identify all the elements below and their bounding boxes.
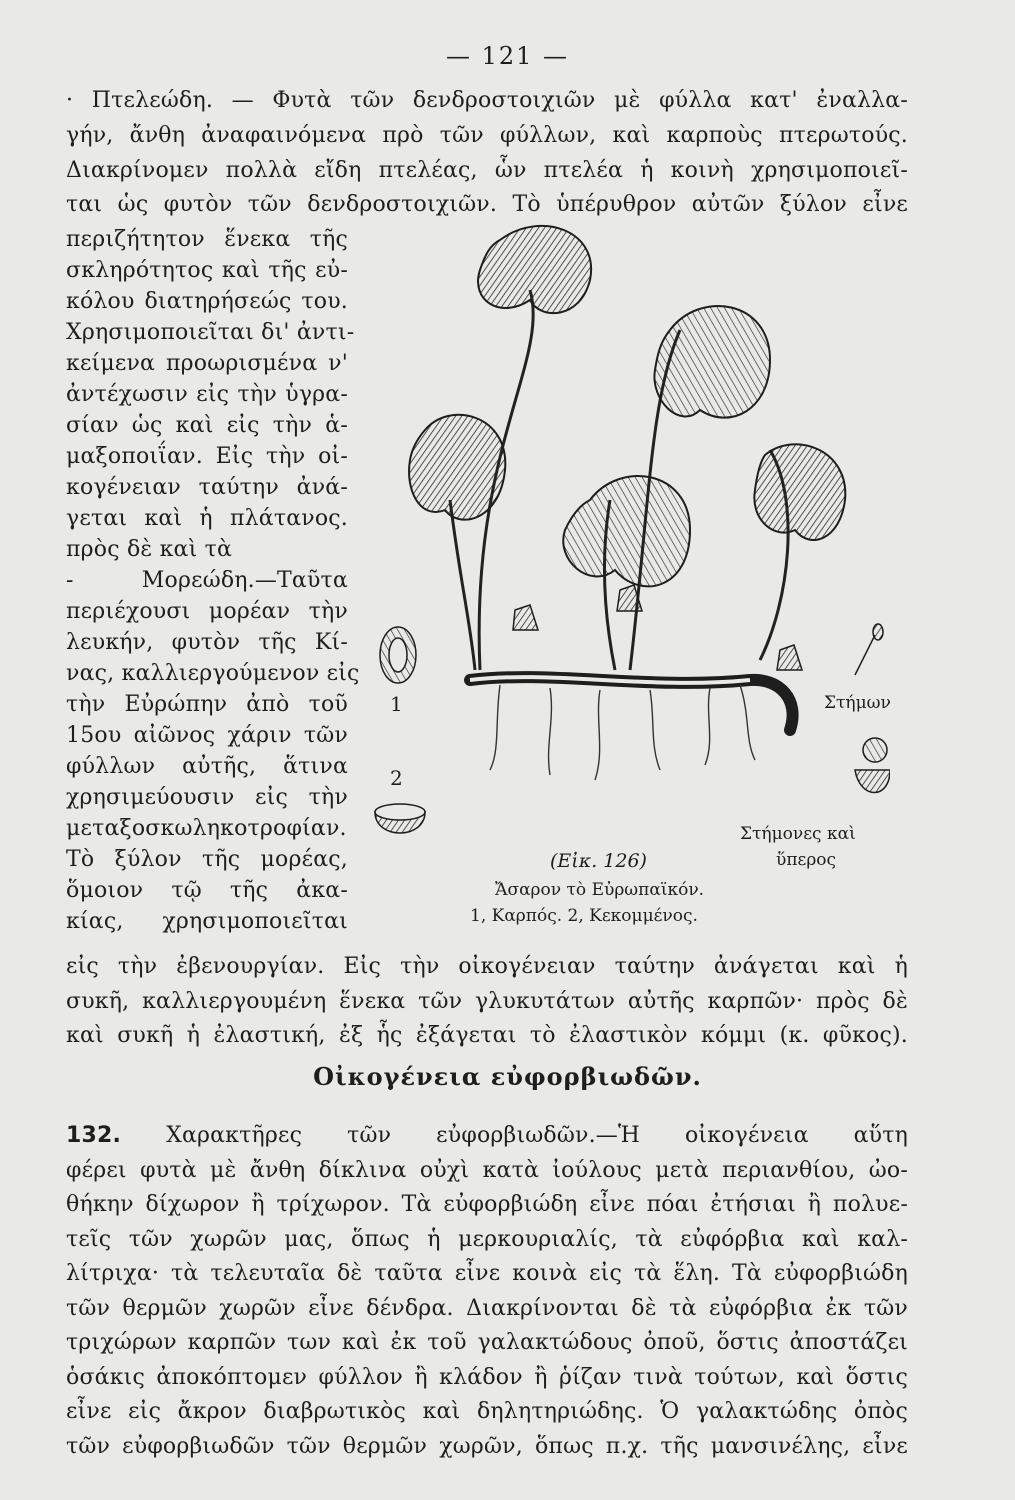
text-line: τριχώρων καρπῶν των καὶ ἐκ τοῦ γαλακτώδους ὀποῦ, ὅστις ἀποστάζει [66,1330,908,1355]
column-line: κίας, χρησιμοποιεῖται [66,909,348,934]
text-line: τῶν εὐφορβιωδῶν τῶν θερμῶν χωρῶν, ὅπως π.χ. τῆς μανσινέλης, εἶνε [66,1434,908,1459]
text-line: · Πτελεώδη. — Φυτὰ τῶν δενδροστοιχιῶν μὲ φύλλα κατ' ἐναλλα- [66,88,908,113]
text-line: Διακρίνομεν πολλὰ εἴδη πτελέας, ὧν πτελέα ἡ κοινὴ χρησιμοποιεῖ- [66,158,908,183]
text-line: ται ὡς φυτὸν τῶν δενδροστοιχιῶν. Τὸ ὑπέρυθρον αὐτῶν ξύλον εἶνε [66,192,908,217]
column-line: Χρησιμοποιεῖται δι' ἀντι- [66,320,355,345]
text-line: λίτριχα· τὰ τελευταῖα δὲ ταῦτα εἶνε κοινὰ εἰς τὰ ἕλη. Τὰ εὐφορβιώδη [66,1261,908,1286]
text-line: συκῆ, καλλιεργουμένη ἕνεκα τῶν γλυκυτάτων αὐτῆς καρπῶν· πρὸς δὲ [66,989,908,1014]
caption-title: Ἄσαρον τὸ Εὐρωπαϊκόν. [495,880,705,900]
caption-detail: 1, Καρπός. 2, Κεκομμένος. [470,906,698,926]
pistil-label: ὕπερος [776,850,837,870]
stamen-detail [855,624,883,675]
column-line: Τὸ ξύλον τῆς μορέας, [66,847,348,872]
column-line: μαξοποιΐαν. Εἰς τὴν οἰ- [66,444,348,469]
label-2: 2 [390,766,403,790]
column-line: φύλλων αὐτῆς, ἅτινα [66,754,348,779]
fruit-detail [380,627,416,683]
column-line: σίαν ὡς καὶ εἰς τὴν ἁ- [66,413,348,438]
page-number: — 121 — [445,42,570,70]
text-line: θήκην δίχωρον ἢ τρίχωρον. Τὰ εὐφορβιώδη εἶνε πόαι ἐτήσιαι ἢ πολυε- [66,1192,908,1217]
column-line: τὴν Εὐρώπην ἀπὸ τοῦ [66,692,348,717]
column-line: κόλου διατηρήσεώς του. [66,289,348,314]
column-line: ἀντέχωσιν εἰς τὴν ὑγρα- [66,382,348,407]
text-line: φέρει φυτὰ μὲ ἄνθη δίκλινα οὐχὶ κατὰ ἰούλους μετὰ περιανθίου, ὠο- [66,1158,908,1183]
asarum-illustration [350,200,890,940]
caption-number: (Εἰκ. 126) [550,850,647,872]
stamen-label: Στήμων [824,693,891,713]
section-title-text: Χαρακτῆρες τῶν εὐφορβιωδῶν.—Ἡ οἰκογένεια αὕτη [166,1123,908,1148]
section-number: 132. [66,1123,122,1148]
column-line: κείμενα προωρισμένα ν' [66,351,348,376]
cut-fruit-detail [375,804,425,833]
column-line: γεται καὶ ἡ πλάτανος. [66,506,348,531]
text-line: γήν, ἄνθη ἀναφαινόμενα πρὸ τῶν φύλλων, καὶ καρποὺς πτερωτούς. [66,123,908,148]
column-line: πρὸς δὲ καὶ τὰ [66,537,233,562]
section-first-line [66,1121,908,1151]
column-line: χρησιμεύουσιν εἰς τὴν [66,785,348,810]
label-1: 1 [390,692,403,716]
column-line: μεταξοσκωληκοτροφίαν. [66,816,347,841]
text-line: καὶ συκῆ ἡ ἐλαστική, ἐξ ἧς ἐξάγεται τὸ ἐλαστικὸν κόμμι (κ. φῦκος). [66,1023,908,1048]
text-line: τεῖς τῶν χωρῶν μας, ὅπως ἡ μερκουριαλίς, τὰ εὐφόρβια καὶ καλ- [66,1227,908,1252]
column-line: σκληρότητος καὶ τῆς εὐ- [66,258,348,283]
column-line: περιέχουσι μορέαν τὴν [66,599,348,624]
pistil-detail [855,738,890,793]
column-line: λευκήν, φυτὸν τῆς Κί- [66,630,348,655]
text-line: ὁσάκις ἀποκόπτομεν φύλλον ἢ κλάδον ἢ ῥίζαν τινὰ τούτων, καὶ ὅστις [66,1365,908,1390]
text-line: τῶν θερμῶν χωρῶν εἶνε δένδρα. Διακρίνονται δὲ τὰ εὐφόρβια ἐκ τῶν [66,1296,908,1321]
column-line: 15ου αἰῶνος χάριν τῶν [66,723,348,748]
leaf [409,226,845,586]
column-line: ὅμοιον τῷ τῆς ἀκα- [66,878,348,903]
text-line: εἰς τὴν ἐβενουργίαν. Εἰς τὴν οἰκογένειαν ταύτην ἀνάγεται καὶ ἡ [66,954,908,979]
column-line: κογένειαν ταύτην ἀνά- [66,475,348,500]
text-line: εἶνε εἰς ἄκρον διαβρωτικὸς καὶ δηλητηριώδης. Ὁ γαλακτώδης ὀπὸς [66,1399,908,1424]
column-line: νας, καλλιεργούμενον εἰς [66,661,360,686]
column-line: περιζήτητον ἕνεκα τῆς [66,227,348,252]
stamens-label: Στήμονες καὶ [740,824,856,844]
column-line: - Μορεώδη.—Ταῦτα [66,568,348,593]
section-heading: Οἰκογένεια εὐφορβιωδῶν. [313,1062,702,1091]
